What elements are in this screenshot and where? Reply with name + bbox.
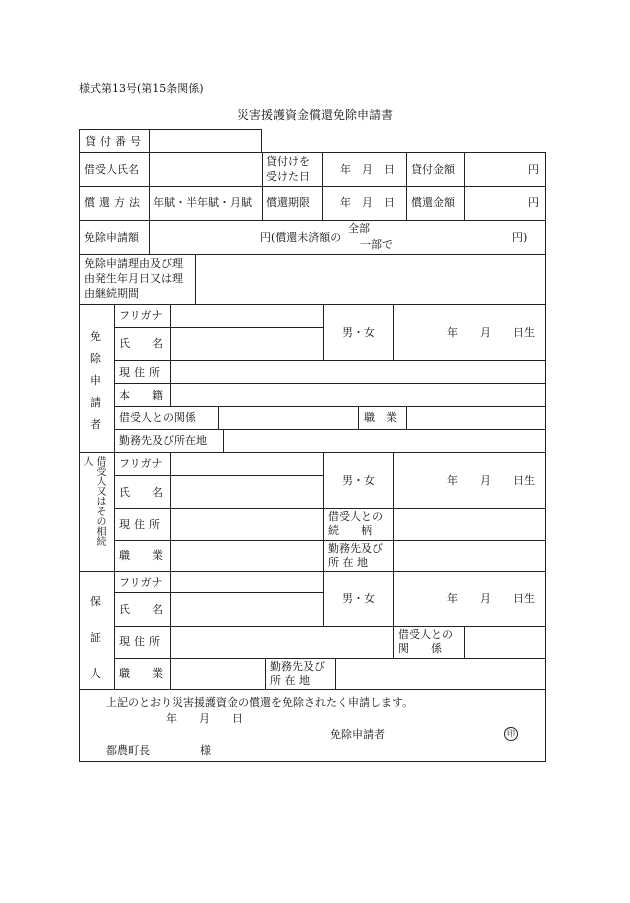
repay-period-label: 償還期限 (266, 196, 310, 209)
page-title: 災害援護資金償還免除申請書 (236, 108, 393, 122)
heir-workplace-label-1: 勤務先及び (328, 542, 383, 555)
guarantor-workplace-label-1: 勤務先及び (270, 660, 325, 673)
guarantor-occupation-label: 職 業 (119, 667, 163, 680)
guarantor-relation-label-2: 関 係 (398, 642, 442, 655)
heir-relation-label-1: 借受人との (328, 510, 383, 523)
application-date[interactable]: 年 月 日 (166, 712, 243, 725)
exempt-all-option[interactable]: 全部 (348, 222, 370, 235)
applicant-gender[interactable]: 男・女 (342, 326, 375, 339)
guarantor-workplace-label-2: 所 在 地 (270, 674, 310, 687)
repay-method-options[interactable]: 年賦・半年賦・月賦 (153, 196, 252, 209)
applicant-signature-label: 免除申請者 (330, 728, 385, 741)
heir-relation-label-2: 続 柄 (328, 524, 372, 537)
heir-occupation-label: 職 業 (119, 549, 163, 562)
exempt-amount-label: 免除申請額 (84, 231, 139, 244)
guarantor-section-label: 保証人 (90, 595, 101, 680)
repay-amount-yen: 円 (528, 196, 539, 209)
borrower-name-label: 借受人氏名 (84, 163, 139, 176)
guarantor-gender[interactable]: 男・女 (342, 592, 375, 605)
applicant-section-label: 免除申請者 (90, 330, 101, 431)
applicant-furigana-label: フリガナ (119, 309, 163, 322)
applicant-address-label: 現住所 (119, 366, 164, 379)
seal-icon: 印 (504, 727, 518, 741)
repay-amount-label: 償還金額 (411, 196, 455, 209)
reason-label-2: 由発生年月日又は理 (84, 272, 183, 285)
heir-gender[interactable]: 男・女 (342, 474, 375, 487)
loan-number-label: 貸付番号 (85, 135, 145, 148)
applicant-occupation-label: 職 業 (364, 411, 397, 424)
heir-birth[interactable]: 年 月 日生 (447, 474, 535, 487)
applicant-name-label: 氏 名 (119, 337, 163, 350)
reason-label-3: 由継続期間 (84, 287, 139, 300)
guarantor-birth[interactable]: 年 月 日生 (447, 592, 535, 605)
reason-label-1: 免除申請理由及び理 (84, 257, 183, 270)
guarantor-name-label: 氏 名 (119, 603, 163, 616)
loan-date-label-2: 受けた日 (266, 170, 310, 183)
form-number: 様式第13号(第15条関係) (79, 82, 204, 95)
repay-period-value[interactable]: 年 月 日 (340, 196, 395, 209)
heir-furigana-label: フリガナ (119, 457, 163, 470)
guarantor-furigana-label: フリガナ (119, 576, 163, 589)
applicant-workplace-label: 勤務先及び所在地 (119, 434, 207, 447)
application-statement: 上記のとおり災害援護資金の償還を免除されたく申請します。 (106, 696, 414, 709)
heir-address-label: 現住所 (119, 518, 164, 531)
exempt-part-option[interactable]: 一部で (360, 238, 393, 251)
applicant-domicile-label: 本 籍 (119, 389, 163, 402)
guarantor-address-label: 現住所 (119, 635, 164, 648)
loan-amount-label: 貸付金額 (411, 163, 455, 176)
heir-section-label: 借受人又はその相続人 (81, 456, 105, 546)
loan-date-value[interactable]: 年 月 日 (340, 163, 395, 176)
loan-amount-yen: 円 (528, 163, 539, 176)
exempt-unpaid-text: 円(償還未済額の (260, 231, 342, 244)
heir-workplace-label-2: 所 在 地 (328, 556, 368, 569)
addressee-mayor: 都農町長 (106, 744, 150, 757)
applicant-relation-label: 借受人との関係 (119, 411, 196, 424)
exempt-close-yen: 円) (512, 231, 528, 244)
heir-name-label: 氏 名 (119, 486, 163, 499)
repay-method-label: 償還方法 (84, 196, 144, 209)
guarantor-relation-label-1: 借受人との (398, 628, 453, 641)
applicant-birth[interactable]: 年 月 日生 (447, 326, 535, 339)
addressee-sama: 様 (200, 744, 211, 757)
loan-date-label-1: 貸付けを (266, 155, 310, 168)
